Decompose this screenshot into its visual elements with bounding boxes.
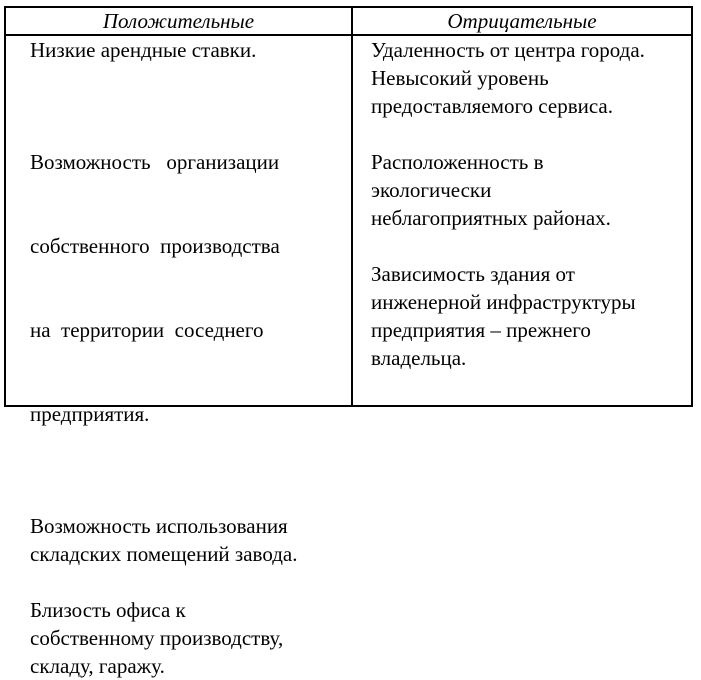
text-line: неблагоприятных районах. (371, 206, 611, 230)
header-negative: Отрицательные (447, 9, 597, 33)
text-line: Зависимость здания от (371, 262, 575, 286)
text-line: Близость офиса к (30, 598, 186, 622)
text-line: предприятия – прежнего (371, 318, 591, 342)
positive-item-3 (30, 512, 346, 568)
text-line: предоставляемого сервиса. (371, 94, 613, 118)
text-line: Расположенность в (371, 150, 544, 174)
header-positive: Положительные (102, 9, 255, 33)
negative-item-1 (371, 36, 691, 120)
positive-item-1 (30, 36, 346, 64)
text-line: складу, гаражу. (30, 654, 165, 678)
positive-item-4 (30, 596, 346, 680)
text-line: Удаленность от центра города. (371, 38, 645, 62)
table-header-row (6, 8, 691, 36)
text-line: на территории соседнего (30, 318, 264, 342)
column-divider (351, 8, 353, 405)
text-line: предприятия. (30, 402, 150, 426)
text-line: инженерной инфраструктуры (371, 290, 636, 314)
negative-column (371, 36, 691, 372)
text-line: Низкие арендные ставки. (30, 38, 257, 62)
negative-item-3 (371, 260, 691, 372)
text-line: Невысокий уровень (371, 66, 549, 90)
text-line: собственного производства (30, 234, 280, 258)
positive-item-2 (30, 92, 346, 484)
text-line: собственному производству, (30, 626, 284, 650)
text-line: Возможность организации (30, 150, 280, 174)
text-line: экологически (371, 178, 492, 202)
positive-column (30, 36, 346, 680)
text-line: владельца. (371, 346, 467, 370)
text-line: Возможность использования (30, 514, 288, 538)
text-line: складских помещений завода. (30, 542, 298, 566)
negative-item-2 (371, 148, 691, 232)
comparison-table (4, 6, 693, 678)
